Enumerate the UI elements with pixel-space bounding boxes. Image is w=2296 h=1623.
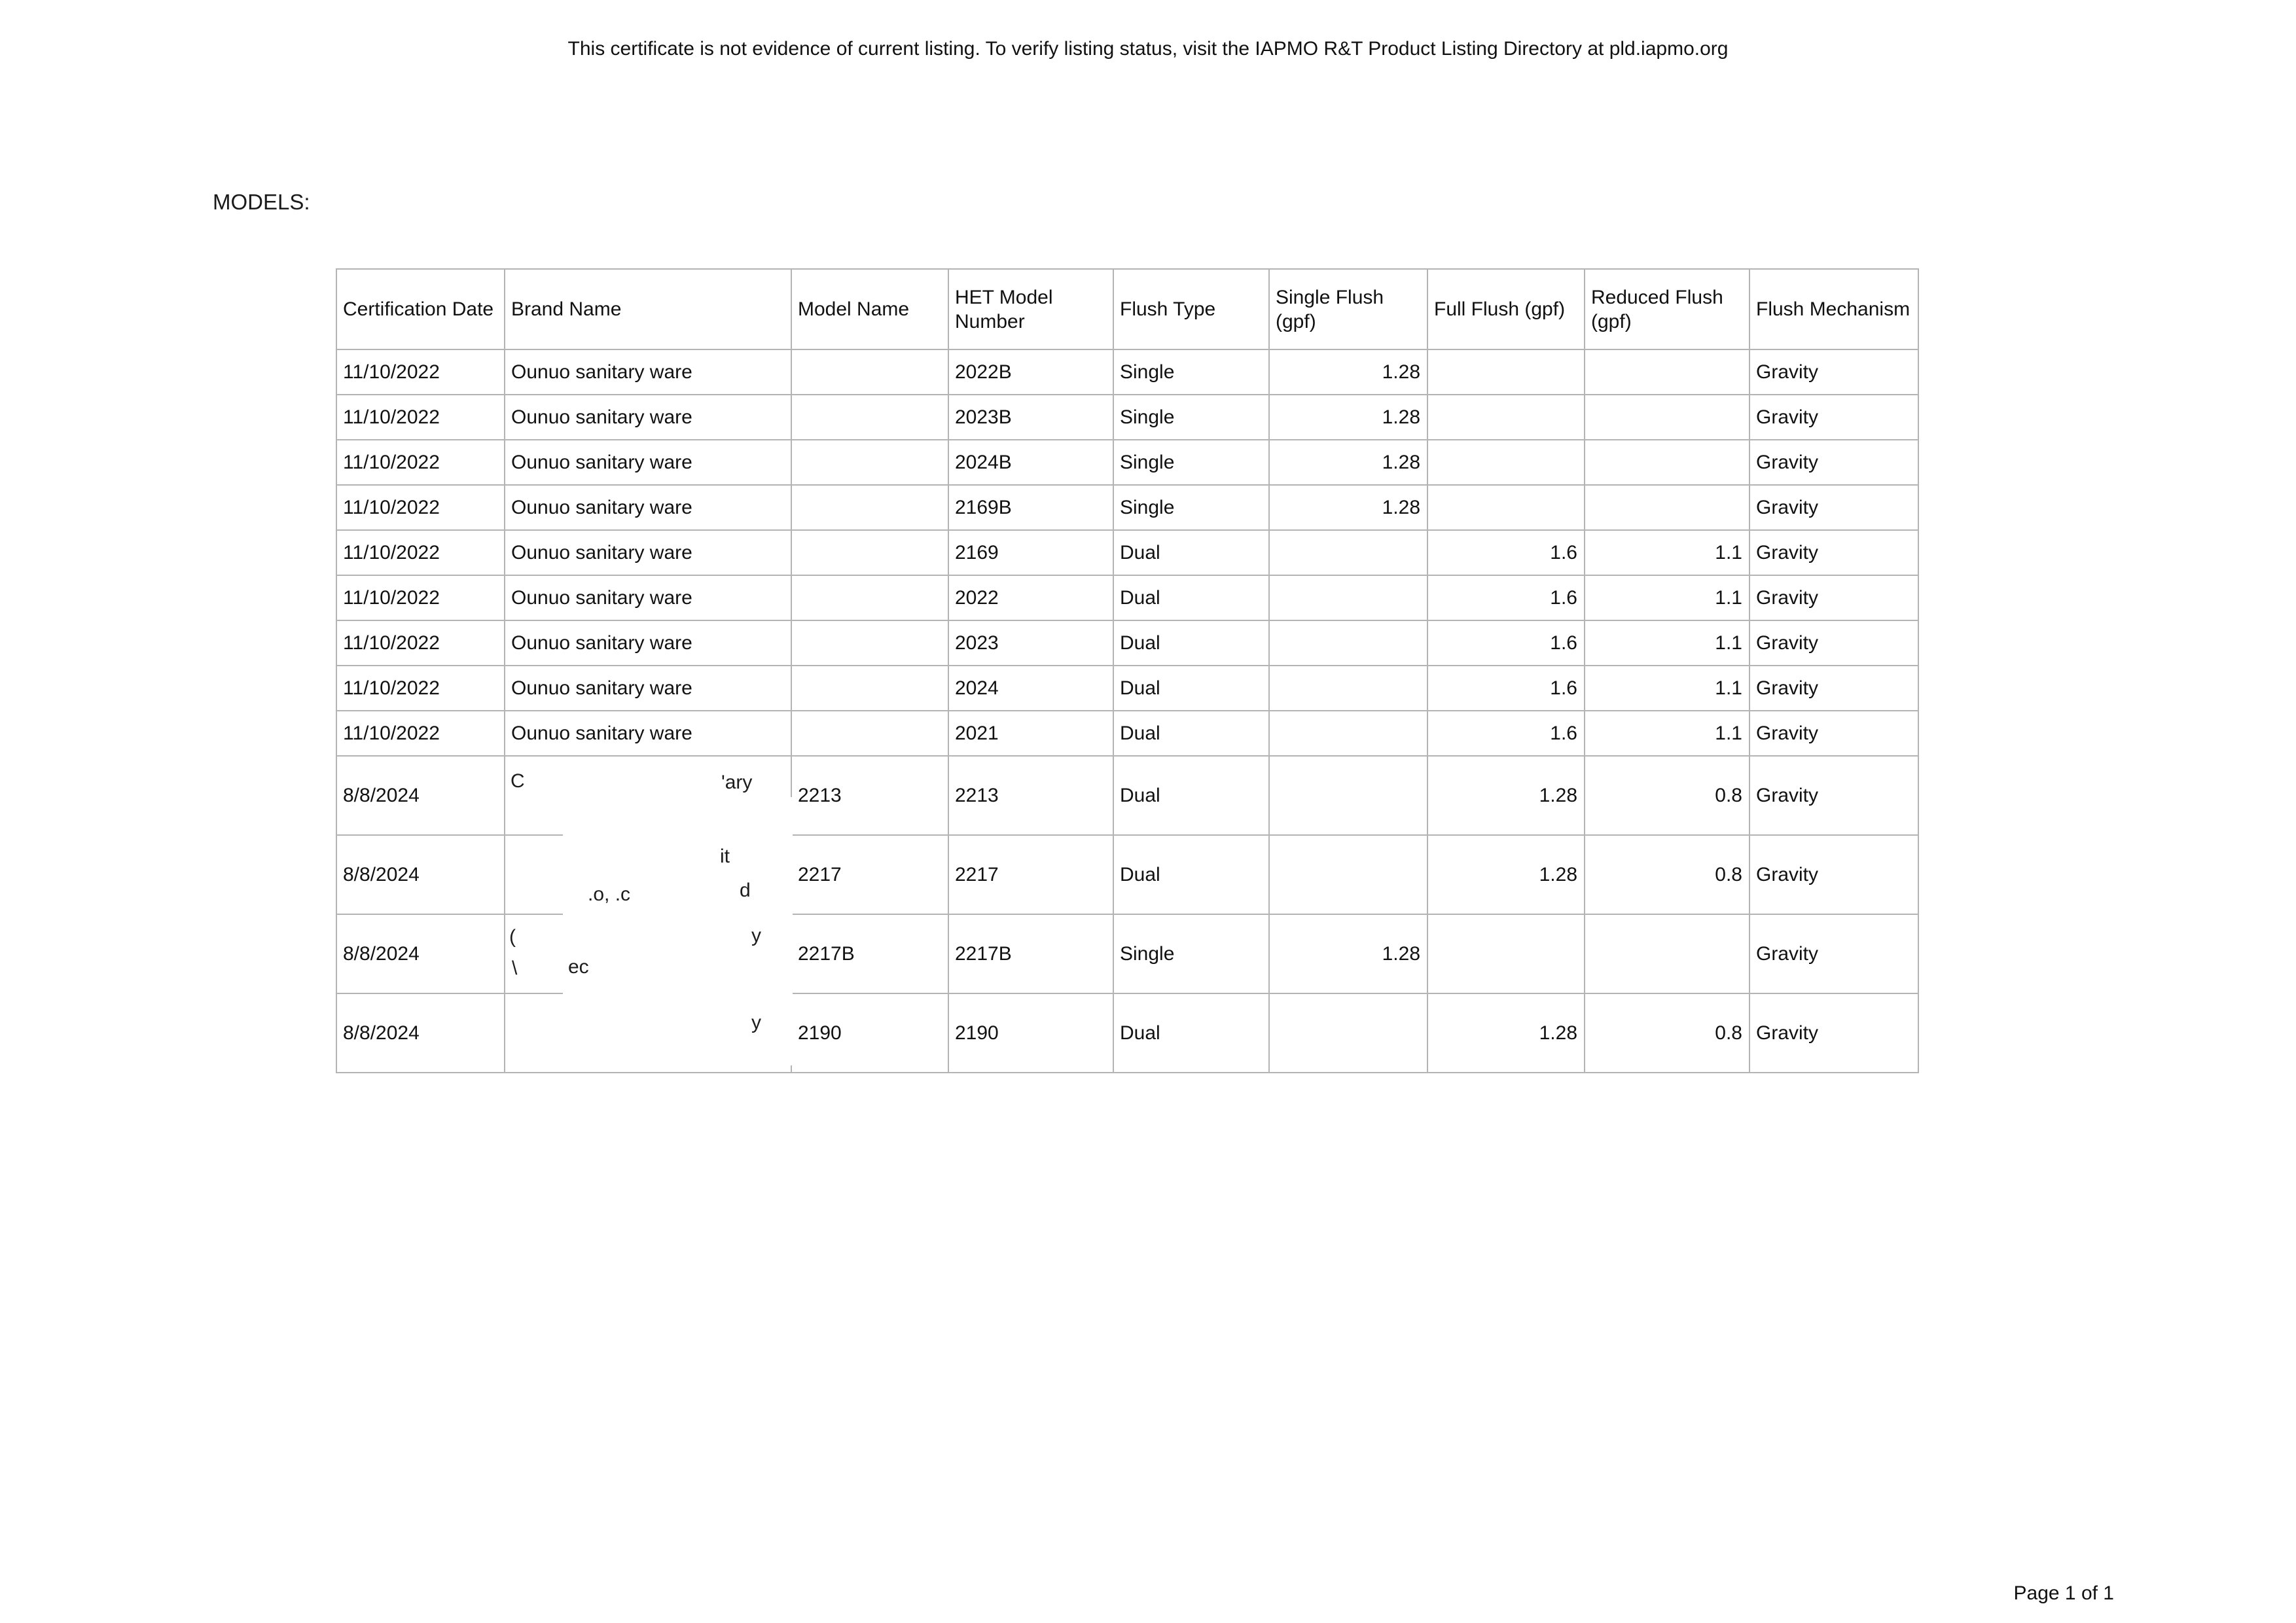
cell-single-flush-gpf — [1269, 575, 1427, 620]
cell-flush-mechanism: Gravity — [1749, 530, 1918, 575]
cell-brand-name: Ounuo sanitary ware — [505, 530, 791, 575]
table-row — [336, 711, 1918, 756]
cell-reduced-flush-gpf: 0.8 — [1585, 993, 1749, 1073]
table-row — [336, 395, 1918, 440]
redaction-smudge — [563, 797, 793, 838]
cell-single-flush-gpf — [1269, 756, 1427, 835]
obscured-text-fragment: ( — [509, 926, 516, 948]
cell-model-name: 2217B — [791, 914, 948, 993]
obscured-text-fragment: ec — [568, 956, 589, 978]
cell-model-name — [791, 530, 948, 575]
table-row — [336, 485, 1918, 530]
cell-het-model-number: 2022 — [948, 575, 1113, 620]
cell-model-name — [791, 440, 948, 485]
cell-flush-mechanism: Gravity — [1749, 711, 1918, 756]
cell-brand-name: Ounuo sanitary ware — [505, 349, 791, 395]
cell-flush-mechanism: Gravity — [1749, 485, 1918, 530]
cell-model-name — [791, 395, 948, 440]
cell-het-model-number: 2169B — [948, 485, 1113, 530]
cell-model-name: 2213 — [791, 756, 948, 835]
page-indicator: Page 1 of 1 — [2013, 1582, 2114, 1604]
cell-certification-date: 8/8/2024 — [336, 914, 505, 993]
obscured-text-fragment: .o, .c — [588, 883, 631, 905]
cell-het-model-number: 2213 — [948, 756, 1113, 835]
cell-full-flush-gpf: 1.28 — [1427, 756, 1585, 835]
table-row — [336, 530, 1918, 575]
cell-full-flush-gpf: 1.6 — [1427, 666, 1585, 711]
cell-brand-name: Ounuo sanitary ware — [505, 440, 791, 485]
cell-full-flush-gpf: 1.6 — [1427, 575, 1585, 620]
cell-certification-date: 8/8/2024 — [336, 993, 505, 1073]
cell-brand-name — [505, 835, 791, 914]
column-header: Model Name — [791, 269, 948, 349]
cell-single-flush-gpf: 1.28 — [1269, 440, 1427, 485]
table-row — [336, 756, 1918, 835]
cell-flush-type: Dual — [1113, 620, 1269, 666]
obscured-text-fragment: it — [720, 846, 730, 867]
cell-het-model-number: 2023B — [948, 395, 1113, 440]
cell-flush-mechanism: Gravity — [1749, 993, 1918, 1073]
cell-het-model-number: 2023 — [948, 620, 1113, 666]
table-row — [336, 620, 1918, 666]
cell-brand-name — [505, 914, 791, 993]
cell-certification-date: 8/8/2024 — [336, 835, 505, 914]
cell-full-flush-gpf: 1.6 — [1427, 620, 1585, 666]
table-header-row — [336, 269, 1918, 349]
cell-single-flush-gpf: 1.28 — [1269, 914, 1427, 993]
cell-reduced-flush-gpf: 1.1 — [1585, 530, 1749, 575]
cell-full-flush-gpf — [1427, 440, 1585, 485]
cell-flush-mechanism: Gravity — [1749, 620, 1918, 666]
cell-flush-mechanism: Gravity — [1749, 349, 1918, 395]
cell-reduced-flush-gpf — [1585, 395, 1749, 440]
column-header: Reduced Flush (gpf) — [1585, 269, 1749, 349]
cell-brand-name — [505, 993, 791, 1073]
models-section-label: MODELS: — [213, 190, 310, 214]
cell-full-flush-gpf: 1.28 — [1427, 835, 1585, 914]
cell-full-flush-gpf — [1427, 349, 1585, 395]
obscured-text-fragment: y — [751, 1012, 761, 1033]
cell-reduced-flush-gpf: 0.8 — [1585, 835, 1749, 914]
cell-brand-name: Ounuo sanitary ware — [505, 620, 791, 666]
column-header: Certification Date — [336, 269, 505, 349]
cell-flush-type: Dual — [1113, 575, 1269, 620]
cell-brand-name: Ounuo sanitary ware — [505, 485, 791, 530]
cell-full-flush-gpf — [1427, 485, 1585, 530]
cell-flush-mechanism: Gravity — [1749, 756, 1918, 835]
cell-flush-mechanism: Gravity — [1749, 914, 1918, 993]
obscured-text-fragment: 'ary — [721, 772, 753, 793]
cell-flush-type: Dual — [1113, 993, 1269, 1073]
cell-brand-name: Ounuo sanitary ware — [505, 395, 791, 440]
column-header: Full Flush (gpf) — [1427, 269, 1585, 349]
table-row — [336, 993, 1918, 1073]
obscured-text-fragment: \ — [512, 957, 518, 979]
cell-certification-date: 11/10/2022 — [336, 349, 505, 395]
cell-reduced-flush-gpf: 1.1 — [1585, 575, 1749, 620]
cell-het-model-number: 2190 — [948, 993, 1113, 1073]
cell-certification-date: 8/8/2024 — [336, 756, 505, 835]
cell-certification-date: 11/10/2022 — [336, 395, 505, 440]
cell-reduced-flush-gpf: 0.8 — [1585, 756, 1749, 835]
cell-brand-name: Ounuo sanitary ware — [505, 575, 791, 620]
cell-flush-type: Dual — [1113, 711, 1269, 756]
cell-full-flush-gpf — [1427, 395, 1585, 440]
obscured-text-fragment: C — [511, 770, 525, 792]
cell-single-flush-gpf — [1269, 993, 1427, 1073]
cell-model-name — [791, 711, 948, 756]
cell-reduced-flush-gpf — [1585, 349, 1749, 395]
table-row — [336, 914, 1918, 993]
cell-flush-type: Single — [1113, 485, 1269, 530]
cell-model-name — [791, 620, 948, 666]
cell-certification-date: 11/10/2022 — [336, 711, 505, 756]
cell-flush-mechanism: Gravity — [1749, 575, 1918, 620]
cell-certification-date: 11/10/2022 — [336, 620, 505, 666]
cell-flush-type: Single — [1113, 440, 1269, 485]
cell-flush-mechanism: Gravity — [1749, 835, 1918, 914]
cell-model-name: 2190 — [791, 993, 948, 1073]
cell-flush-type: Dual — [1113, 530, 1269, 575]
cell-het-model-number: 2024B — [948, 440, 1113, 485]
listing-disclaimer-text: This certificate is not evidence of current listing. To verify listing status, visit the IAPMO R&T Product Listing Directory at pld.iapmo.org — [567, 38, 1729, 60]
cell-single-flush-gpf — [1269, 666, 1427, 711]
table-row — [336, 835, 1918, 914]
cell-het-model-number: 2217 — [948, 835, 1113, 914]
cell-reduced-flush-gpf — [1585, 485, 1749, 530]
cell-full-flush-gpf: 1.28 — [1427, 993, 1585, 1073]
cell-brand-name: Ounuo sanitary ware — [505, 711, 791, 756]
cell-model-name — [791, 349, 948, 395]
obscured-text-fragment: y — [751, 925, 761, 946]
cell-single-flush-gpf: 1.28 — [1269, 349, 1427, 395]
table-row — [336, 349, 1918, 395]
cell-flush-type: Dual — [1113, 835, 1269, 914]
cell-flush-type: Single — [1113, 395, 1269, 440]
cell-model-name — [791, 575, 948, 620]
cell-flush-type: Single — [1113, 349, 1269, 395]
cell-het-model-number: 2021 — [948, 711, 1113, 756]
column-header: Single Flush (gpf) — [1269, 269, 1427, 349]
cell-brand-name: Ounuo sanitary ware — [505, 666, 791, 711]
cell-certification-date: 11/10/2022 — [336, 575, 505, 620]
table-row — [336, 666, 1918, 711]
cell-single-flush-gpf: 1.28 — [1269, 395, 1427, 440]
cell-flush-type: Single — [1113, 914, 1269, 993]
cell-full-flush-gpf: 1.6 — [1427, 530, 1585, 575]
cell-single-flush-gpf — [1269, 835, 1427, 914]
cell-reduced-flush-gpf — [1585, 440, 1749, 485]
cell-reduced-flush-gpf — [1585, 914, 1749, 993]
cell-flush-mechanism: Gravity — [1749, 395, 1918, 440]
cell-model-name — [791, 666, 948, 711]
cell-het-model-number: 2024 — [948, 666, 1113, 711]
table-row — [336, 440, 1918, 485]
cell-reduced-flush-gpf: 1.1 — [1585, 620, 1749, 666]
cell-model-name — [791, 485, 948, 530]
cell-reduced-flush-gpf: 1.1 — [1585, 711, 1749, 756]
column-header: Flush Mechanism — [1749, 269, 1918, 349]
cell-certification-date: 11/10/2022 — [336, 485, 505, 530]
models-table — [336, 268, 1919, 1073]
cell-certification-date: 11/10/2022 — [336, 530, 505, 575]
column-header: HET Model Number — [948, 269, 1113, 349]
obscured-text-fragment: d — [740, 880, 751, 901]
cell-full-flush-gpf: 1.6 — [1427, 711, 1585, 756]
column-header: Brand Name — [505, 269, 791, 349]
cell-certification-date: 11/10/2022 — [336, 440, 505, 485]
column-header: Flush Type — [1113, 269, 1269, 349]
cell-reduced-flush-gpf: 1.1 — [1585, 666, 1749, 711]
cell-model-name: 2217 — [791, 835, 948, 914]
cell-het-model-number: 2169 — [948, 530, 1113, 575]
cell-het-model-number: 2022B — [948, 349, 1113, 395]
cell-single-flush-gpf: 1.28 — [1269, 485, 1427, 530]
cell-flush-type: Dual — [1113, 666, 1269, 711]
cell-single-flush-gpf — [1269, 530, 1427, 575]
table-row — [336, 575, 1918, 620]
cell-certification-date: 11/10/2022 — [336, 666, 505, 711]
cell-single-flush-gpf — [1269, 711, 1427, 756]
cell-full-flush-gpf — [1427, 914, 1585, 993]
cell-flush-mechanism: Gravity — [1749, 440, 1918, 485]
cell-het-model-number: 2217B — [948, 914, 1113, 993]
cell-flush-type: Dual — [1113, 756, 1269, 835]
cell-flush-mechanism: Gravity — [1749, 666, 1918, 711]
cell-brand-name — [505, 756, 791, 835]
cell-single-flush-gpf — [1269, 620, 1427, 666]
